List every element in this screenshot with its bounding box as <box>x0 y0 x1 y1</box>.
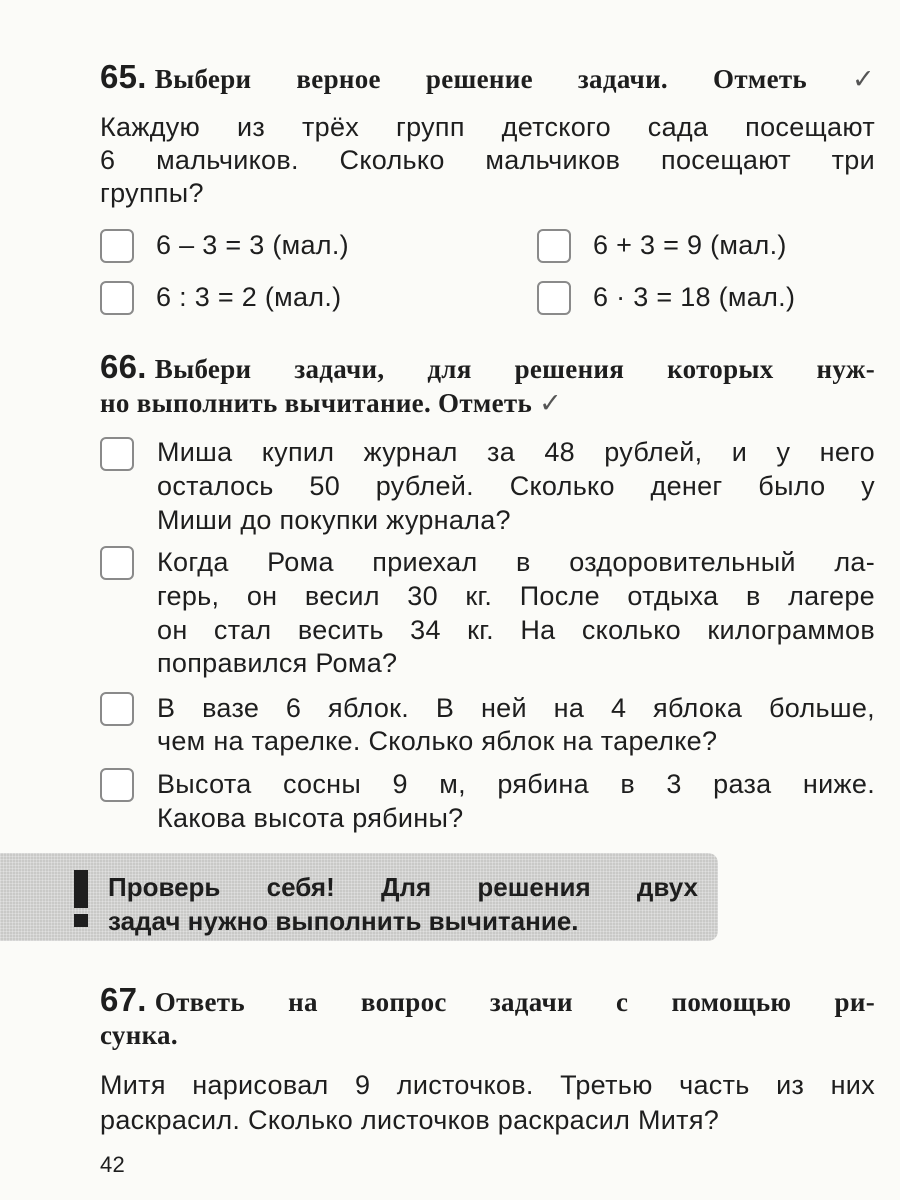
task-checkbox[interactable] <box>100 437 134 471</box>
option-checkbox[interactable] <box>100 281 134 315</box>
task-67-heading: 67. Ответь на вопрос задачи с помощью ри- <box>100 981 875 1018</box>
task-67-text: раскрасил. Сколько листочков раскрасил Митя? <box>100 1105 720 1135</box>
task-text: В вазе 6 яблок. В ней на 4 яблока больше, <box>157 693 875 723</box>
option-checkbox[interactable] <box>100 229 134 263</box>
task-text: Миша купил журнал за 48 рублей, и у него <box>157 437 875 467</box>
task-text: Какова высота рябины? <box>157 803 464 833</box>
check-mark-icon: ✓ <box>852 64 875 95</box>
task-67-text: Митя нарисовал 9 листочков. Третью часть из них <box>100 1070 875 1100</box>
page-number: 42 <box>100 1152 126 1177</box>
option-label: 6 + 3 = 9 (мал.) <box>593 230 787 260</box>
task-checkbox[interactable] <box>100 768 134 802</box>
option-label: 6 : 3 = 2 (мал.) <box>156 282 342 312</box>
task-text: он стал весить 34 кг. На сколько килограммов <box>157 615 875 645</box>
exclamation-dot-icon <box>74 914 88 927</box>
task-65-text: Каждую из трёх групп детского сада посещают <box>100 112 875 142</box>
task-text: герь, он весил 30 кг. После отдыха в лагере <box>157 581 875 611</box>
check-yourself-text: задач нужно выполнить вычитание. <box>108 906 579 936</box>
task-text: Миши до покупки журнала? <box>157 505 511 535</box>
task-66-heading: 66. Выбери задачи, для решения которых нуж- <box>100 348 875 385</box>
option-checkbox[interactable] <box>537 229 571 263</box>
check-mark-icon: ✓ <box>539 388 563 419</box>
option-label: 6 – 3 = 3 (мал.) <box>156 230 349 260</box>
option-checkbox[interactable] <box>537 281 571 315</box>
option-label: 6 · 3 = 18 (мал.) <box>593 282 796 312</box>
task-text: Когда Рома приехал в оздоровительный ла- <box>157 547 875 577</box>
task-text: Высота сосны 9 м, рябина в 3 раза ниже. <box>157 769 875 799</box>
exclamation-icon <box>74 870 88 908</box>
task-text: чем на тарелке. Сколько яблок на тарелке? <box>157 726 718 756</box>
task-text: осталось 50 рублей. Сколько денег было у <box>157 471 875 501</box>
task-checkbox[interactable] <box>100 546 134 580</box>
task-66-heading: но выполнить вычитание. Отметь ✓ <box>100 388 563 419</box>
check-yourself-text: Проверь себя! Для решения двух <box>108 872 698 902</box>
task-text: поправился Рома? <box>157 648 398 678</box>
task-65-text: группы? <box>100 178 204 208</box>
task-checkbox[interactable] <box>100 692 134 726</box>
task-67-heading: сунка. <box>100 1020 178 1050</box>
task-65-text: 6 мальчиков. Сколько мальчиков посещают три <box>100 145 875 175</box>
task-65-heading: 65. Выбери верное решение задачи. Отметь ✓ <box>100 58 875 95</box>
